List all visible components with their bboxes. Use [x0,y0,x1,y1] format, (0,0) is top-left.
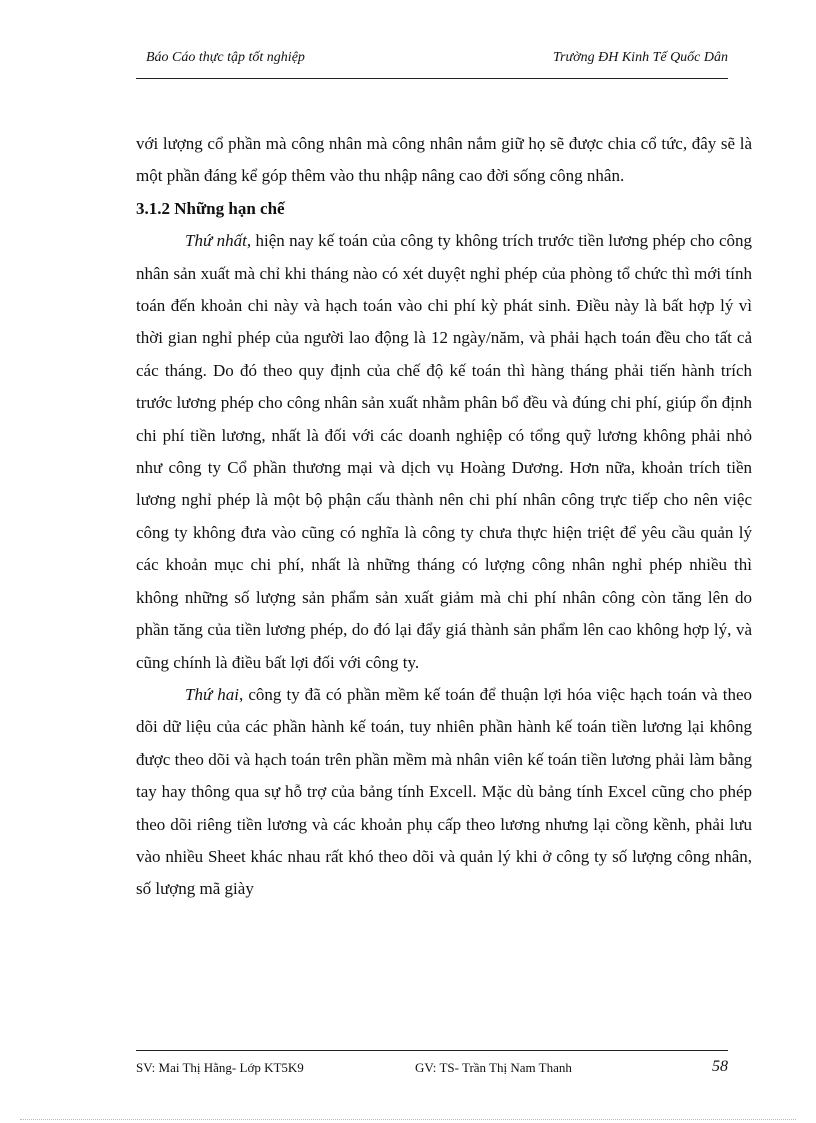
header-divider [136,78,728,79]
footer-teacher: GV: TS- Trần Thị Nam Thanh [415,1060,572,1075]
paragraph-continuation: với lượng cổ phần mà công nhân mà công nhân nắm giữ họ sẽ được chia cổ tức, đây sẽ là một phần đáng kể góp thêm vào thu nhập nâng cao đời sống công nhân. [136,134,752,186]
page-edge [20,1119,796,1120]
page-number: 58 [712,1058,728,1075]
paragraph-second-limitation [136,679,752,906]
document-body [136,128,752,906]
paragraph-text-first: , hiện nay kế toán của công ty không trích trước tiền lương phép cho công nhân sản xuất mà chỉ khi tháng nào có xét duyệt nghỉ phép của phòng tổ chức thì mới tính toán đến khoản chi này và hạch toán vào chi phí kỳ phát sinh. Điều này là bất hợp lý vì thời gian nghỉ phép của người lao động là 12 ngày/năm, và phải hạch toán đều cho tất cả các tháng. Do đó theo quy định của chế độ kế toán thì hàng tháng phải tiến hành trích trước lương phép cho công nhân sản xuất nhằm phân bổ đều và đúng chi phí, giúp ổn định chi phí tiền lương, nhất là đối với các doanh nghiệp có tổng quỹ lương không phải nhỏ như công ty Cổ phần thương mại và dịch vụ Hoàng Dương. Hơn nữa, khoản trích tiền lương nghỉ phép là một bộ phận cấu thành nên chi phí nhân công trực tiếp cho nên việc công ty không đưa vào cũng có nghĩa là công ty chưa thực hiện triệt để yêu cầu quản lý các khoản mục chi phí, nhất là những tháng có lượng công nhân nghỉ phép nhiều thì không những số lượng sản phẩm sản xuất giảm mà chi phí nhân công còn tăng lên do phần tăng của tiền lương phép, do đó lại đẩy giá thành sản phẩm lên cao không hợp lý, và cũng chính là điều bất lợi đối với công ty. [136,231,753,672]
page-header [136,50,728,72]
section-heading: 3.1.2 Những hạn chế [136,198,285,218]
paragraph-text-second: , công ty đã có phần mềm kế toán để thuận lợi hóa việc hạch toán và theo dõi dữ liệu của các phần hành kế toán, tuy nhiên phần hành kế toán tiền lương lại không được theo dõi và hạch toán trên phần mềm mà nhân viên kế toán tiền lương phải làm bằng tay hay thông qua sự hỗ trợ của bảng tính Excell. Mặc dù bảng tính Excel cũng cho phép theo dõi riêng tiền lương và các khoản phụ cấp theo lương nhưng lại cồng kềnh, phải lưu vào nhiều Sheet khác nhau rất khó theo dõi và quản lý khi ở công ty số lượng công nhân, số lượng mã giày [136,684,752,899]
footer-student: SV: Mai Thị Hằng- Lớp KT5K9 [136,1060,304,1075]
paragraph-lead-second: Thứ hai [185,684,240,704]
page-footer [136,1058,728,1080]
footer-divider [136,1050,728,1051]
paragraph-first-limitation [136,225,752,679]
header-report-title: Báo Cáo thực tập tốt nghiệp [146,50,305,65]
paragraph-lead-first: Thứ nhất [185,231,247,251]
header-university: Trường ĐH Kinh Tế Quốc Dân [553,50,728,65]
